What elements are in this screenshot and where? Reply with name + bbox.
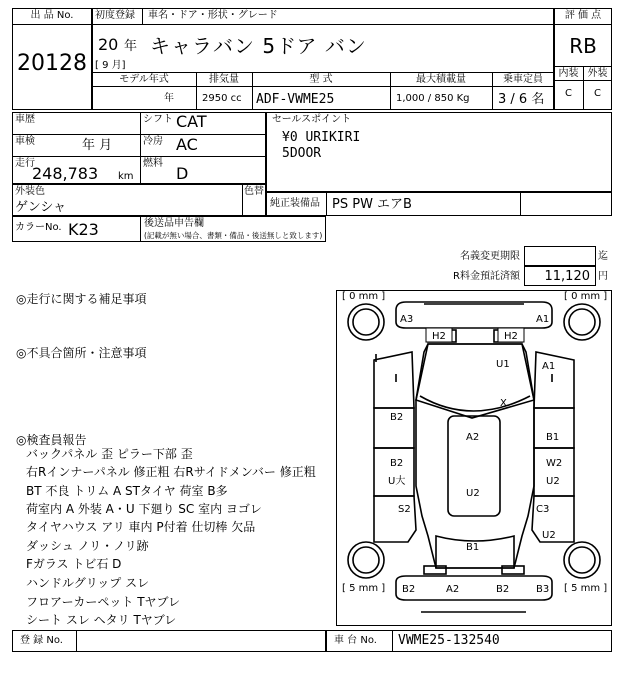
name-change-unit: 迄	[598, 251, 608, 262]
report-line: バックパネル 歪 ピラー下部 歪	[26, 447, 193, 461]
damage-mark: U大	[388, 476, 406, 487]
damage-mark: U2	[546, 476, 560, 487]
damage-mark: A1	[542, 361, 556, 372]
inspector-report-label: ◎検査員報告	[16, 433, 87, 447]
damage-mark: C3	[536, 504, 550, 515]
lot-no-label: 出 品 No.	[30, 10, 74, 21]
report-line: フロアーカーペット Tヤブレ	[26, 595, 181, 609]
interior-grade: C	[565, 88, 572, 99]
first-reg-label: 初度登録	[95, 10, 135, 21]
inspection-label: 車検	[15, 136, 35, 147]
report-line: 荷室内 A 外装 A・U 下廻り SC 室内 ヨゴレ	[26, 502, 262, 516]
capacity-label: 乗車定員	[503, 74, 543, 85]
mileage: 248,783	[32, 164, 99, 183]
inspection-value: 年 月	[82, 138, 113, 153]
color-no: K23	[68, 220, 99, 239]
car-body	[416, 344, 534, 568]
mileage-label: 走行	[15, 158, 35, 169]
report-line: タイヤハウス アリ 車内 P付着 仕切棒 欠品	[26, 520, 256, 534]
color-label: 外装色	[15, 186, 45, 197]
max-load-label: 最大積載量	[416, 74, 466, 85]
damage-mark: U1	[496, 359, 510, 370]
color: ゲンシャ	[15, 200, 67, 215]
damage-mark: B2	[402, 584, 416, 595]
recycle-label: R料金預託済額	[453, 271, 520, 282]
displacement: 2950 cc	[202, 93, 242, 104]
damage-mark: A1	[536, 314, 550, 325]
model-code: ADF-VWME25	[256, 92, 335, 107]
damage-mark: B1	[466, 542, 480, 553]
name-change-label: 名義変更期限	[460, 251, 520, 262]
sales-point-1: ¥0 URIKIRI	[282, 130, 361, 145]
displacement-label: 排気量	[209, 74, 239, 85]
damage-mark: W2	[546, 458, 563, 469]
damage-mark: X	[500, 398, 507, 409]
reg-month: [ 9 月]	[95, 60, 126, 71]
damage-mark: H2	[432, 331, 446, 342]
sales-point-2: 5DOOR	[282, 146, 322, 161]
mileage-unit: km	[118, 171, 134, 182]
report-line: 右Rインナーパネル 修正粗 右Rサイドメンバー 修正粗	[26, 465, 316, 479]
color-no-label: カラーNo.	[15, 222, 62, 233]
interior-label: 内装	[558, 68, 579, 79]
model-year-label: モデル年式	[119, 74, 169, 85]
exterior-label: 外装	[587, 68, 608, 79]
damage-mark: B2	[390, 458, 404, 469]
tire-depth-tl: [ 0 mm ]	[342, 291, 386, 302]
reg-no-label: 登 録 No.	[20, 635, 63, 646]
driving-notes-label: ◎走行に関する補足事項	[16, 292, 147, 306]
report-line: ハンドルグリップ スレ	[26, 576, 150, 590]
equipment-label: 純正装備品	[270, 198, 320, 209]
fuel: D	[176, 164, 189, 183]
damage-mark: A3	[400, 314, 414, 325]
sales-points-label: セールスポイント	[272, 114, 352, 125]
type-label: 型 式	[309, 74, 333, 85]
left-side	[374, 352, 414, 408]
fuel-label: 燃料	[143, 158, 163, 169]
roof	[448, 416, 500, 516]
damage-mark: B2	[496, 584, 510, 595]
damage-mark: B3	[536, 584, 550, 595]
report-line: Fガラス トビ石 D	[26, 557, 122, 571]
damage-mark: U2	[542, 530, 556, 541]
chassis-label: 車 台 No.	[334, 635, 377, 646]
name-change-box	[524, 246, 596, 266]
car-name: キャラバン 5ドア バン	[150, 34, 367, 58]
recycle-unit: 円	[598, 271, 608, 282]
lot-number: 20128	[17, 51, 87, 76]
report-line: ダッシュ ノリ・ノリ跡	[26, 539, 149, 553]
tire-depth-bl: [ 5 mm ]	[342, 583, 386, 594]
shift-label: シフト	[143, 114, 173, 125]
capacity: 3 / 6 名	[498, 92, 545, 107]
model-year-unit: 年	[164, 93, 174, 104]
reg-year-unit: 年	[124, 39, 138, 54]
reg-year: 20	[98, 35, 119, 54]
name-label: 車名・ドア・形状・グレード	[148, 10, 278, 21]
damage-mark: U2	[466, 488, 480, 499]
damage-mark: H2	[504, 331, 518, 342]
history-label: 車歴	[15, 114, 35, 125]
aftermarket-label: 後送品申告欄	[144, 218, 204, 229]
repaint-label: 色替	[244, 186, 264, 197]
damage-mark: A2	[466, 432, 480, 443]
exterior-grade: C	[594, 88, 601, 99]
damage-mark: B2	[390, 412, 404, 423]
rear-bumper	[396, 576, 552, 600]
recycle-amount: 11,120	[544, 269, 590, 284]
defects-label: ◎不具合箇所・注意事項	[16, 346, 147, 360]
ac-label: 冷房	[143, 136, 163, 147]
report-line: シート スレ ヘタリ Tヤブレ	[26, 613, 177, 627]
score-value: RB	[569, 34, 597, 58]
tire-depth-br: [ 5 mm ]	[564, 583, 608, 594]
max-load: 1,000 / 850 Kg	[396, 93, 470, 104]
tire-depth-tr: [ 0 mm ]	[564, 291, 608, 302]
ac: AC	[176, 135, 198, 154]
damage-mark: A2	[446, 584, 460, 595]
report-line: BT 不良 トリム A STタイヤ 荷室 B多	[26, 484, 228, 498]
damage-mark: B1	[546, 432, 560, 443]
score-label: 評 価 点	[564, 10, 602, 21]
aftermarket-note: (記載が無い場合、書類・備品・後送無しと致します)	[144, 231, 323, 240]
front-bumper	[396, 302, 552, 328]
car-diagram	[336, 290, 612, 626]
chassis-number: VWME25-132540	[398, 633, 500, 648]
shift: CAT	[176, 112, 207, 131]
equipment: PS PW エアB	[332, 197, 412, 212]
damage-mark: S2	[398, 504, 411, 515]
